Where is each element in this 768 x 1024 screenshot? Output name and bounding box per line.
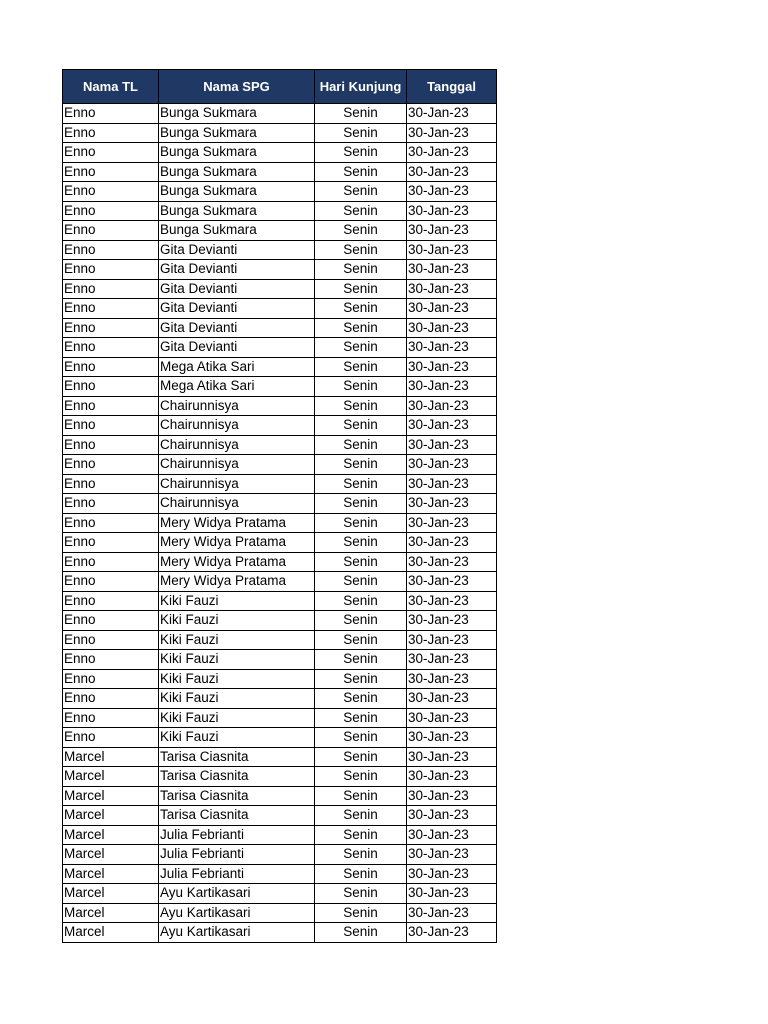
cell-nama-spg: Gita Devianti	[159, 338, 315, 358]
cell-nama-spg: Kiki Fauzi	[159, 669, 315, 689]
cell-hari-kunjung: Senin	[315, 611, 407, 631]
header-row	[63, 70, 497, 104]
cell-nama-spg: Mega Atika Sari	[159, 357, 315, 377]
table-row	[63, 182, 497, 202]
cell-hari-kunjung: Senin	[315, 923, 407, 943]
table-row	[63, 474, 497, 494]
cell-nama-tl: Marcel	[63, 786, 159, 806]
cell-nama-spg: Julia Febrianti	[159, 864, 315, 884]
cell-nama-spg: Gita Devianti	[159, 318, 315, 338]
cell-tanggal: 30-Jan-23	[407, 923, 497, 943]
cell-hari-kunjung: Senin	[315, 357, 407, 377]
table-row	[63, 630, 497, 650]
cell-nama-spg: Bunga Sukmara	[159, 143, 315, 163]
cell-nama-tl: Enno	[63, 689, 159, 709]
cell-hari-kunjung: Senin	[315, 338, 407, 358]
cell-hari-kunjung: Senin	[315, 806, 407, 826]
table-row	[63, 299, 497, 319]
cell-nama-tl: Enno	[63, 104, 159, 124]
header-nama-tl: Nama TL	[63, 70, 159, 104]
cell-nama-tl: Enno	[63, 435, 159, 455]
cell-tanggal: 30-Jan-23	[407, 260, 497, 280]
cell-tanggal: 30-Jan-23	[407, 299, 497, 319]
cell-nama-tl: Enno	[63, 377, 159, 397]
cell-tanggal: 30-Jan-23	[407, 455, 497, 475]
table-row	[63, 533, 497, 553]
cell-hari-kunjung: Senin	[315, 279, 407, 299]
cell-tanggal: 30-Jan-23	[407, 416, 497, 436]
cell-tanggal: 30-Jan-23	[407, 591, 497, 611]
cell-nama-tl: Enno	[63, 416, 159, 436]
cell-nama-spg: Gita Devianti	[159, 260, 315, 280]
cell-nama-spg: Bunga Sukmara	[159, 221, 315, 241]
cell-nama-tl: Enno	[63, 513, 159, 533]
table-row	[63, 689, 497, 709]
table-row	[63, 728, 497, 748]
cell-nama-spg: Tarisa Ciasnita	[159, 767, 315, 787]
cell-hari-kunjung: Senin	[315, 123, 407, 143]
cell-nama-tl: Marcel	[63, 806, 159, 826]
cell-nama-spg: Ayu Kartikasari	[159, 884, 315, 904]
cell-tanggal: 30-Jan-23	[407, 903, 497, 923]
cell-nama-tl: Marcel	[63, 864, 159, 884]
cell-nama-spg: Gita Devianti	[159, 240, 315, 260]
cell-nama-tl: Enno	[63, 708, 159, 728]
cell-nama-tl: Enno	[63, 474, 159, 494]
cell-tanggal: 30-Jan-23	[407, 357, 497, 377]
cell-nama-spg: Chairunnisya	[159, 494, 315, 514]
table-row	[63, 455, 497, 475]
cell-nama-spg: Mery Widya Pratama	[159, 513, 315, 533]
table-row	[63, 338, 497, 358]
table-row	[63, 201, 497, 221]
table-row	[63, 318, 497, 338]
cell-nama-spg: Mery Widya Pratama	[159, 572, 315, 592]
cell-nama-spg: Kiki Fauzi	[159, 708, 315, 728]
cell-nama-spg: Bunga Sukmara	[159, 104, 315, 124]
cell-nama-tl: Enno	[63, 552, 159, 572]
cell-nama-spg: Bunga Sukmara	[159, 182, 315, 202]
cell-nama-tl: Marcel	[63, 825, 159, 845]
cell-tanggal: 30-Jan-23	[407, 786, 497, 806]
cell-hari-kunjung: Senin	[315, 377, 407, 397]
cell-tanggal: 30-Jan-23	[407, 104, 497, 124]
cell-tanggal: 30-Jan-23	[407, 377, 497, 397]
cell-nama-spg: Chairunnisya	[159, 474, 315, 494]
table-row	[63, 396, 497, 416]
cell-hari-kunjung: Senin	[315, 572, 407, 592]
cell-hari-kunjung: Senin	[315, 689, 407, 709]
cell-hari-kunjung: Senin	[315, 533, 407, 553]
cell-hari-kunjung: Senin	[315, 104, 407, 124]
cell-hari-kunjung: Senin	[315, 240, 407, 260]
table-row	[63, 494, 497, 514]
table-row	[63, 864, 497, 884]
header-nama-spg: Nama SPG	[159, 70, 315, 104]
cell-nama-tl: Marcel	[63, 767, 159, 787]
cell-tanggal: 30-Jan-23	[407, 669, 497, 689]
table-row	[63, 786, 497, 806]
cell-nama-spg: Kiki Fauzi	[159, 611, 315, 631]
cell-tanggal: 30-Jan-23	[407, 182, 497, 202]
table-row	[63, 845, 497, 865]
cell-hari-kunjung: Senin	[315, 767, 407, 787]
cell-nama-tl: Marcel	[63, 923, 159, 943]
cell-tanggal: 30-Jan-23	[407, 747, 497, 767]
cell-tanggal: 30-Jan-23	[407, 884, 497, 904]
cell-hari-kunjung: Senin	[315, 416, 407, 436]
cell-nama-tl: Enno	[63, 357, 159, 377]
table-row	[63, 435, 497, 455]
cell-tanggal: 30-Jan-23	[407, 552, 497, 572]
cell-nama-tl: Enno	[63, 123, 159, 143]
cell-tanggal: 30-Jan-23	[407, 572, 497, 592]
cell-nama-tl: Enno	[63, 338, 159, 358]
cell-nama-tl: Enno	[63, 630, 159, 650]
cell-nama-tl: Enno	[63, 455, 159, 475]
table-row	[63, 903, 497, 923]
cell-hari-kunjung: Senin	[315, 396, 407, 416]
cell-nama-spg: Chairunnisya	[159, 416, 315, 436]
cell-nama-tl: Enno	[63, 318, 159, 338]
cell-hari-kunjung: Senin	[315, 162, 407, 182]
cell-nama-spg: Tarisa Ciasnita	[159, 806, 315, 826]
cell-nama-spg: Bunga Sukmara	[159, 201, 315, 221]
table-row	[63, 143, 497, 163]
cell-nama-tl: Enno	[63, 669, 159, 689]
cell-hari-kunjung: Senin	[315, 708, 407, 728]
cell-hari-kunjung: Senin	[315, 845, 407, 865]
cell-tanggal: 30-Jan-23	[407, 396, 497, 416]
cell-tanggal: 30-Jan-23	[407, 533, 497, 553]
cell-nama-spg: Ayu Kartikasari	[159, 923, 315, 943]
cell-hari-kunjung: Senin	[315, 299, 407, 319]
cell-hari-kunjung: Senin	[315, 728, 407, 748]
cell-hari-kunjung: Senin	[315, 494, 407, 514]
cell-tanggal: 30-Jan-23	[407, 708, 497, 728]
cell-tanggal: 30-Jan-23	[407, 201, 497, 221]
cell-hari-kunjung: Senin	[315, 474, 407, 494]
table-row	[63, 708, 497, 728]
cell-hari-kunjung: Senin	[315, 825, 407, 845]
table-row	[63, 747, 497, 767]
cell-nama-tl: Enno	[63, 260, 159, 280]
cell-nama-spg: Gita Devianti	[159, 299, 315, 319]
cell-hari-kunjung: Senin	[315, 435, 407, 455]
cell-tanggal: 30-Jan-23	[407, 240, 497, 260]
header-hari-kunjung: Hari Kunjung	[315, 70, 407, 104]
cell-hari-kunjung: Senin	[315, 903, 407, 923]
cell-tanggal: 30-Jan-23	[407, 162, 497, 182]
cell-nama-spg: Chairunnisya	[159, 455, 315, 475]
cell-tanggal: 30-Jan-23	[407, 279, 497, 299]
cell-tanggal: 30-Jan-23	[407, 435, 497, 455]
cell-hari-kunjung: Senin	[315, 864, 407, 884]
cell-nama-tl: Marcel	[63, 903, 159, 923]
cell-nama-tl: Enno	[63, 650, 159, 670]
cell-nama-spg: Chairunnisya	[159, 396, 315, 416]
cell-nama-spg: Kiki Fauzi	[159, 728, 315, 748]
cell-nama-tl: Enno	[63, 279, 159, 299]
cell-hari-kunjung: Senin	[315, 591, 407, 611]
cell-tanggal: 30-Jan-23	[407, 650, 497, 670]
cell-tanggal: 30-Jan-23	[407, 221, 497, 241]
cell-tanggal: 30-Jan-23	[407, 474, 497, 494]
cell-nama-tl: Enno	[63, 221, 159, 241]
table-row	[63, 650, 497, 670]
table-row	[63, 884, 497, 904]
cell-nama-tl: Enno	[63, 396, 159, 416]
cell-tanggal: 30-Jan-23	[407, 611, 497, 631]
cell-tanggal: 30-Jan-23	[407, 318, 497, 338]
cell-tanggal: 30-Jan-23	[407, 767, 497, 787]
cell-hari-kunjung: Senin	[315, 221, 407, 241]
table-row	[63, 221, 497, 241]
table-row	[63, 104, 497, 124]
cell-nama-tl: Marcel	[63, 884, 159, 904]
table-row	[63, 572, 497, 592]
cell-nama-tl: Enno	[63, 182, 159, 202]
cell-hari-kunjung: Senin	[315, 182, 407, 202]
cell-hari-kunjung: Senin	[315, 143, 407, 163]
cell-hari-kunjung: Senin	[315, 747, 407, 767]
table-row	[63, 416, 497, 436]
table-row	[63, 923, 497, 943]
cell-tanggal: 30-Jan-23	[407, 338, 497, 358]
table-row	[63, 767, 497, 787]
table-row	[63, 806, 497, 826]
cell-nama-tl: Enno	[63, 143, 159, 163]
cell-tanggal: 30-Jan-23	[407, 513, 497, 533]
cell-tanggal: 30-Jan-23	[407, 123, 497, 143]
cell-nama-spg: Mery Widya Pratama	[159, 552, 315, 572]
cell-nama-spg: Bunga Sukmara	[159, 123, 315, 143]
cell-tanggal: 30-Jan-23	[407, 689, 497, 709]
cell-tanggal: 30-Jan-23	[407, 630, 497, 650]
table-row	[63, 825, 497, 845]
cell-nama-spg: Ayu Kartikasari	[159, 903, 315, 923]
cell-nama-tl: Enno	[63, 533, 159, 553]
cell-nama-spg: Kiki Fauzi	[159, 650, 315, 670]
table-row	[63, 591, 497, 611]
cell-tanggal: 30-Jan-23	[407, 494, 497, 514]
cell-hari-kunjung: Senin	[315, 455, 407, 475]
cell-hari-kunjung: Senin	[315, 669, 407, 689]
cell-tanggal: 30-Jan-23	[407, 728, 497, 748]
table-row	[63, 279, 497, 299]
cell-tanggal: 30-Jan-23	[407, 845, 497, 865]
cell-nama-spg: Julia Febrianti	[159, 825, 315, 845]
cell-hari-kunjung: Senin	[315, 630, 407, 650]
cell-nama-spg: Bunga Sukmara	[159, 162, 315, 182]
cell-nama-tl: Enno	[63, 591, 159, 611]
cell-nama-tl: Enno	[63, 572, 159, 592]
table-row	[63, 123, 497, 143]
cell-hari-kunjung: Senin	[315, 513, 407, 533]
cell-nama-tl: Marcel	[63, 845, 159, 865]
cell-nama-tl: Marcel	[63, 747, 159, 767]
table-row	[63, 552, 497, 572]
cell-nama-spg: Mery Widya Pratama	[159, 533, 315, 553]
table-row	[63, 162, 497, 182]
cell-hari-kunjung: Senin	[315, 786, 407, 806]
cell-nama-spg: Kiki Fauzi	[159, 630, 315, 650]
table-row	[63, 669, 497, 689]
table-row	[63, 240, 497, 260]
table-row	[63, 611, 497, 631]
cell-nama-tl: Enno	[63, 162, 159, 182]
header-tanggal: Tanggal	[407, 70, 497, 104]
visit-schedule-table	[62, 69, 497, 943]
cell-hari-kunjung: Senin	[315, 884, 407, 904]
cell-nama-tl: Enno	[63, 240, 159, 260]
cell-nama-spg: Kiki Fauzi	[159, 591, 315, 611]
cell-hari-kunjung: Senin	[315, 260, 407, 280]
cell-hari-kunjung: Senin	[315, 318, 407, 338]
cell-nama-tl: Enno	[63, 494, 159, 514]
cell-tanggal: 30-Jan-23	[407, 825, 497, 845]
cell-nama-spg: Julia Febrianti	[159, 845, 315, 865]
table-row	[63, 513, 497, 533]
cell-nama-spg: Gita Devianti	[159, 279, 315, 299]
cell-nama-spg: Chairunnisya	[159, 435, 315, 455]
cell-nama-spg: Kiki Fauzi	[159, 689, 315, 709]
cell-nama-spg: Tarisa Ciasnita	[159, 747, 315, 767]
cell-nama-tl: Enno	[63, 611, 159, 631]
cell-nama-spg: Tarisa Ciasnita	[159, 786, 315, 806]
cell-hari-kunjung: Senin	[315, 201, 407, 221]
table-body	[63, 104, 497, 943]
table-row	[63, 377, 497, 397]
cell-tanggal: 30-Jan-23	[407, 143, 497, 163]
cell-nama-tl: Enno	[63, 299, 159, 319]
table-row	[63, 357, 497, 377]
table-header	[63, 70, 497, 104]
cell-hari-kunjung: Senin	[315, 552, 407, 572]
cell-nama-spg: Mega Atika Sari	[159, 377, 315, 397]
cell-nama-tl: Enno	[63, 201, 159, 221]
cell-nama-tl: Enno	[63, 728, 159, 748]
cell-tanggal: 30-Jan-23	[407, 806, 497, 826]
table-row	[63, 260, 497, 280]
cell-hari-kunjung: Senin	[315, 650, 407, 670]
cell-tanggal: 30-Jan-23	[407, 864, 497, 884]
